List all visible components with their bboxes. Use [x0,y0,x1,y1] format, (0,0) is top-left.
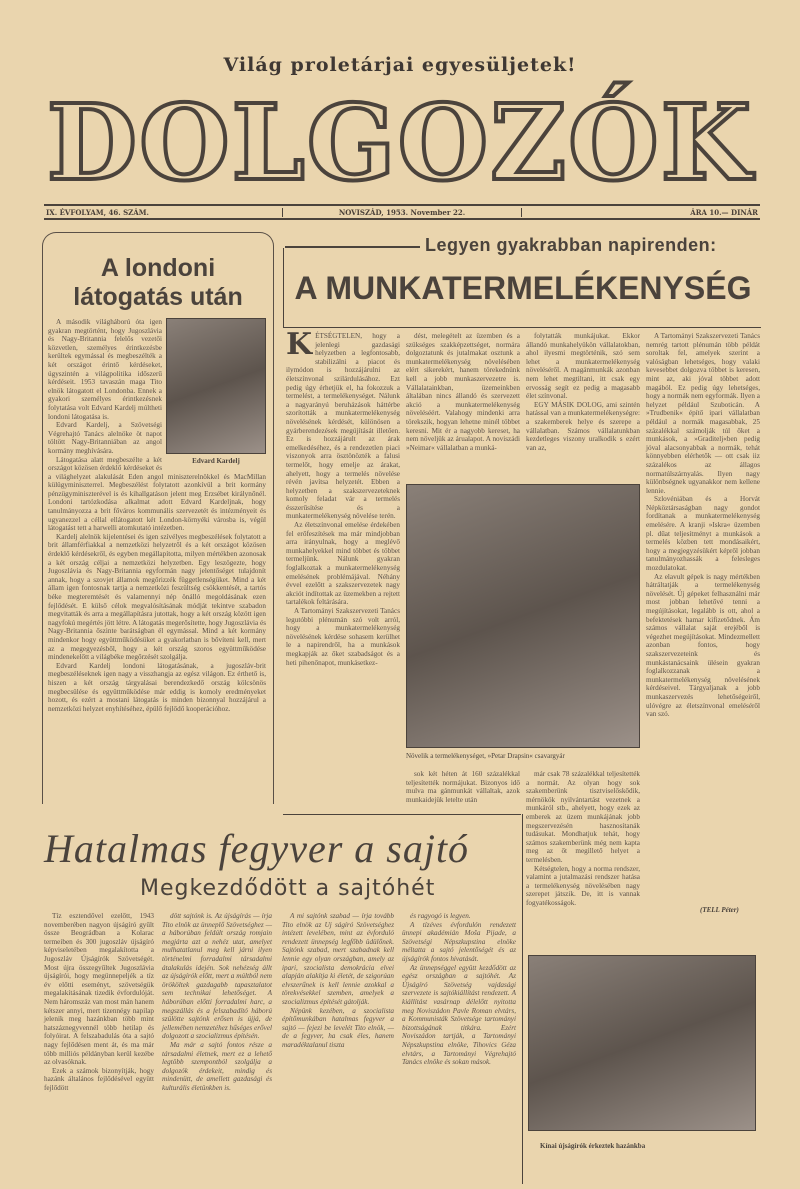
author-signature: (TELL Péter) [700,906,739,914]
paragraph: Az elavult gépek is nagy mértékben hátráltatják a termelékenység növelését. Új gépeket felhasználni már most jobban lehetővé tenni a megújításokat, legalább is ott, ahol a befektetések hamar kifizetődnek. Ám számos vállalat saját erejéből is végezhet megújításokat. Mindezmellett azonban fontos, hogy szakszervezeteink és munkástanácsaink ülésein gyakran foglalkozzanak a munkatermelékenység növelésének kérdéseivel. Tárgyaljanak a jobb munkaszervezés lehetőségeiről, ulóvégre az életszínvonal emeléséről van szó. [646,572,760,719]
productivity-title: A MUNKATERMELÉKENYSÉG [294,270,752,306]
paragraph: Tíz esztendővel ezelőtt, 1943 novemberében nagyon újságíró gyűlt össze Beográdban a Kolarac termeiben és 300 jugoszláv újságíró képviseletében megalakította a Jugoszláv Újságírók Szövetségét. Most újra összegyűltek Jugoszlávia újságírói, hogy megünnepeljék a tíz év előtti eseményt, szövetségük megalakításának tizedik évfordulóját. Nem háromszáz van most mán hanem kétszer annyi, mert tizennégy napilap jelenik meg hazánkban több mint hatszáznegyvennél több hetilap és folyóirat. A felszabadulás óta a sajtó nagy fejlődésen ment át, és ma már több milliós példányban kerül kezébe az olvasóknak. [44,912,154,1067]
press-article-subtitle: Megkezdődött a sajtóhét [140,876,436,901]
masthead: DOLGOZÓK [46,81,754,204]
kardelj-photo-block [166,318,266,466]
paragraph: Népünk kezében, a szocialista építőmunkában hatalmas fegyver a sajtó — fejezi be levelét Tito elnök, — de a fegyver, ha csak éles, hanem maradéktalanul tiszta [282,1006,394,1049]
chinese-journalists-photo [528,955,756,1131]
press-col-1 [44,912,154,1092]
paragraph: ÉTSÉGTELEN, hogy a jelenlegi gazdasági helyzetben a legfontosabb, stabilizálni a piacot és ilymódon is hozzájárulni az életszínvonal szilárdulásához. Ezt pedig úgy érhetjük el, ha fokozzuk a termelést, a termelékenységet. Nálunk a nagyarányú beruházások háttérbe szorították a munkatermelékenység növelésének kérdését, különösen a gyárberendezések megújítását illetően. Ez is hozzájárult az árak emelkedéséhez, és a rendezetlen piaci viszonyok arra ösztönözték a falusi termelőt, hogy emelje az árakat, ahelyett, hogy a termelés növelése révén javítsa helyzetét. Ebben a helyzetben a szakszervezeteknek komoly feladat vár a termelés ésszerűsítése és a munkatermelékenység növelése terén. [286,332,400,521]
photo-caption: Növelik a termelékenységet, »Petar Drapsin« csavargyár [406,752,565,760]
paragraph: Az ünnepséggel együtt kezdődött az egész országban a sajtóhét. Az Újságíró Szövetség vajdasági szervezete is sajtókiállítást rendezett. A kiállítást vasárnap délelőtt nyitotta meg Noviszádon Pavle Roman elvtárs, a Kommunisták Szövetsége tartományi bizottságának titkára. Ezért Noviszádon tartják, a Tartományi Népszkupstina elnöke, Tihovics Géza elvtárs, a Tartományi Végrehajtó Tanács elnöke és sokan mások. [402,963,516,1067]
paragraph: Kétségtelen, hogy a norma rendszer, valamint a jutalmazási rendszer hatása a termelékenység növelésében nagy szerepet játszik. De, itt is vannak fogyatékosságok. [526,864,640,907]
productivity-col-2-cont [406,770,520,804]
paragraph: A tízéves évfordulón rendezett ünnepi akadémián Moša Pijade, a Szövetségi Népszkupstina elnöke méltatta a sajtó jelentőségét és az újságírók fontos hivatását. [402,920,516,963]
paragraph: már csak 78 százalékkal teljesítették a normát. Az olyan hogy sok szakemberünk tisztviselőskődik, mérnökök nyilvántartást vezetnek a munkáról stb., ahelyett, hogy ezek az emberek az üzem munkájának jobb megszervezésén hasznosítanák tudásukat. Mondhatjuk tehát, hogy számos szakemberünk még nem kapta meg az őt megillető helyet a termelésben. [526,770,640,864]
paragraph: Ezek a számok bizonyítják, hogy hazánk általános fejlődésével együtt fejlődött [44,1066,154,1092]
drop-cap: K [286,327,313,362]
paragraph: Az életszínvonal emelése érdekében fel erőfeszítések ma már mindjobban arra irányulnak, hogy a meglévő munkahelyekkel mind többet és többet termeljünk. Nálunk gyakran foglalkoztak a munkatermelékenység emelésének problémájával. Néhány évvel ezelőtt a szakszervezetek nagy akciót indítottak az üzemekben a rejtett tartalékok feltárására. [286,521,400,607]
price: ÁRA 10.— DINÁR [690,207,758,217]
paragraph: dött sajtónk is. Az újságírás — írja Tito elnök az ünneplő Szövetséghez — a háborúban feldúlt ország romjain megjárta azt a nehéz utat, amelyet mulhatatlanul meg kell járni ilyen történelmi forradalmi társadalmi átalakulás idején. Sok nehézség állt az újságírók előtt, mert a múltból nem örököltek gazdagabb tapasztalatot sem technikai lehetőséget. A háborúban előtti forradalmi harc, a megszállás és a felszabadító háború szülötte sajtónk erősen is újjá, de jellemében nemzetéhez hűséges erővel dolgozott a szocializmus építésén. [162,912,272,1041]
productivity-col-1 [286,327,400,667]
london-article-title: A londoni látogatás után [73,254,243,311]
london-article-text [48,318,266,713]
volume-number: IX. ÉVFOLYAM, 46. SZÁM. [46,207,149,217]
productivity-kicker: Legyen gyakrabban napirenden: [425,235,717,255]
paragraph: Edvard Kardelj, a Szövetségi Végrehajtó Tanács alelnöke öt napot töltött Nagy-Britanniában az angol kormány meghívására. [48,421,162,455]
photo-caption: Edvard Kardelj [192,457,240,465]
paragraph: dést, melegételt az üzemben és a szükséges szakképzettséget, normára dolgoztatunk és jutalmakat osztunk a munkatermelékenység növelésében elért sikerekért, hanem törekednünk kell a jobb munkaszervezetre is. Vállalatainkban, üzemeinkben általában nincs állandó és szervezett akció a munkatermelékenység növeléséért. Valahogy mindenki arra törekszik, hogyan lehetne minél többet keresni. Mit ér a nagyobb kereset, ha nem növeljük az árualapot. A noviszádi »Neimar« vállalatban a munká- [406,332,520,452]
divider [283,814,521,815]
issue-info-bar [44,204,760,220]
productivity-col-3 [526,332,640,452]
press-col-4 [402,912,516,1067]
press-col-2 [162,912,272,1092]
paragraph: Látogatása alatt megbeszélte a két országot közösen érdeklő kérdéseket és a világhelyzet alakulását Eden angol miniszterelnökkel és MacMillan külügyminiszterrel. Megbeszélést folytatott azonkívül a brit kormány pénzügyminiszterével is és kihallgatáson jelent meg Erzsébet királynőnél. Londoni tartózkodása alkalmat adott Edvard Kardeljnak, hogy tanulmányozza a brit főváros kommunális szervezetét és intézményeit és ugyanezzel a céllal ellátogatott két London-környéki városba is, végül látogatást tett a harwelli atomkutató intézetben. [48,455,266,533]
place-date: NOVISZÁD, 1953. November 22. [282,208,522,217]
paragraph: A Tartományi Szakszervezeti Tanács legutóbbi plénumán szó volt arról, hogy a munkatermelékenység növelésének kérdése sohasem kerülhet le a napirendről, ha a munkások megkapják az őket szabadságot és a heti pihenőnapot, munkásetkez- [286,607,400,667]
paragraph: Szlovéniában és a Horvát Népköztársaságban nagy gondot fordítanak a munkatermelékenység emelésére. A kranji »Iskra« üzemben pl. dűat teljesítményt a munkások a termelés közben tett mondásaikért, hogy a megjegyzésükért képről jobban tanulmányozhassák a felesleges mozdulatokat. [646,495,760,573]
paragraph: Ma már a sajtó fontos része a társadalmi életnek, mert ez a lehető legtöbb szempontból szolgálja a dolgozók érdekeit, mindig és mindenütt, de amellett gazdasági és kulturális életünkben is. [162,1040,272,1092]
paragraph: és ragyogó is legyen. [410,912,471,920]
press-col-3 [282,912,394,1050]
paragraph: Edvard Kardelj londoni látogatásának, a jugoszláv-brit megbeszéléseknek igen nagy a visszhangja az egész világon. Ez érthető is, hiszen a két ország tárgyalásai berendezkedő ország kölcsönös megbecsülése és együttműködése már eddig is komoly eredményeket hozott, és ezért a mostani látogatás is minden bizonnyal hozzájárul a nemzetközi helyzet enyhítéséhez, épülő fejlődő kooperációhoz. [48,661,266,713]
productivity-col-2 [406,332,520,452]
paragraph: EGY MÁSIK DOLOG, ami szintén hatással van a munkatermelékenységre: a szakemberek helye és szerepe a vállalatban. Számos vállalatunkban kezdetleges viszony uralkodik s ezért van az, [526,400,640,452]
paragraph: A Tartományi Szakszervezeti Tanács nemrég tartott plénumán több példát soroltak fel, amelyek szerint a valóságban lehetséges, hogy valaki kevesebbet dolgozva többet is keresen, mint az, aki jóval többet adott magából. Ez pedig úgy lehetséges, hogy a normák nem egyformák. Ilyen a helyzet például Szuboticán. A »Trudbenik« építő ipari vállalatban például a normák magasabbak, 25 százalékkal számolják túl őket a munkások, a »Graditelj«ben pedig jóval alacsonyabbak a normák, tehát könnyebben elérhetők — ott csak iiz százalékos az állagos normatúlszárnyalás. Ilyen nagy különbségnek ugyanakkor nem kellene lennie. [646,332,760,495]
paragraph: A második világháború óta igen gyakran megtörtént, hogy Jugoszlávia és Nagy-Britannia felelős vezetői közvetlen, személyes érintkezésbe kerültek egymással és megbeszélték a két országot érintő kérdéseket, úgyszintén a világpolitika időszerű kérdéseit. 1953 tavaszán maga Tito elnök látogatott el Londonba. Ennek a gyakori személyes érintkezésnek folytatása volt Edvard Kardelj múltheti londoni látogatása is. [48,318,162,421]
photo-caption: Kínai újságírók érkeztek hazánkba [540,1142,646,1150]
productivity-col-4 [646,332,760,719]
motto: Világ proletárjai egyesüljetek! [223,54,577,76]
paragraph: Kardelj alelnök kijelentései és igen szívélyes megbeszélések folytatott a brit államférfiakkal a nemzetközi helyzetről és a két országot közösen érdeklő kérdésekről, és egyben megállapította, milyen mértékben azonosak a két ország céljai a nemzetközi helyzetben. Egy leszögezte, hogy Jugoszlávia és Nagy-Britannia egyformán nagy jelentőséget tulajdonít annak, hogy a szovjet államok megőrizzék függetlenségüket. Mind a két állam igen fontosnak tartja a nemzetközi feszültség csökkentését, a tartós béke megteremtését és valamennyi nép önálló megoldásának ezen fejlődését. E külső célok megvalósításának módját tekintve szabadon megvitatták és arra a megállapításra jutottak, hogy a két ország között igen nagyfokú megértés jött létre. A látogatás megerősítette, hogy Jugoszlávia és Nagy-Britannia őszinte barátságban él egymással. Mind a két kormány mindenkor hogy együttműködésüket a gyakorlatban is bővíteni kell, mert az a megegyezésből, hogy a két ország szoros együttműködése mindenekelőtt a világbéke megőrzését szolgálja. [48,532,266,662]
press-article-title: Hatalmas fegyver a sajtó [44,826,470,871]
paragraph: folytatták munkájukat. Ekkor állandó munkahelyükön vállalatokban, ahol ilyesmi megtörténik, szó sem lehet a munkatermelékenység növeléséről. A magánmunkák azonban nem lehet megtiltani, itt csak egy ervosság segít ez pedig a magasabb élet színvonal. [526,332,640,401]
paragraph: A mi sajtónk szabad — írja tovább Tito elnök az Uj ságíró Szövetséghez intézett levelében, mint az évforduló rendezett ünnepség legfőbb üdülőnek. Sajtónk szabad, mert szabadnak kell lennie egy olyan országban, amely az ipari, szocialista demokrácia elvei alapján alakítja ki életét, de szigorúan elvszerűnek is kell lennie azokkal a törekvésekkel szemben, amelyek a szocializmus építését gátolják. [282,912,394,1006]
kardelj-photo [166,318,266,454]
divider [522,814,523,1184]
paragraph: sok két héten át 160 százalékkal teljesítették normájukat. Bizonyos idő mulva ma gánmunkát vállaltak, azok munkaidejük letelte után [406,770,520,804]
productivity-col-3-cont [526,770,640,908]
factory-worker-photo [406,484,640,748]
